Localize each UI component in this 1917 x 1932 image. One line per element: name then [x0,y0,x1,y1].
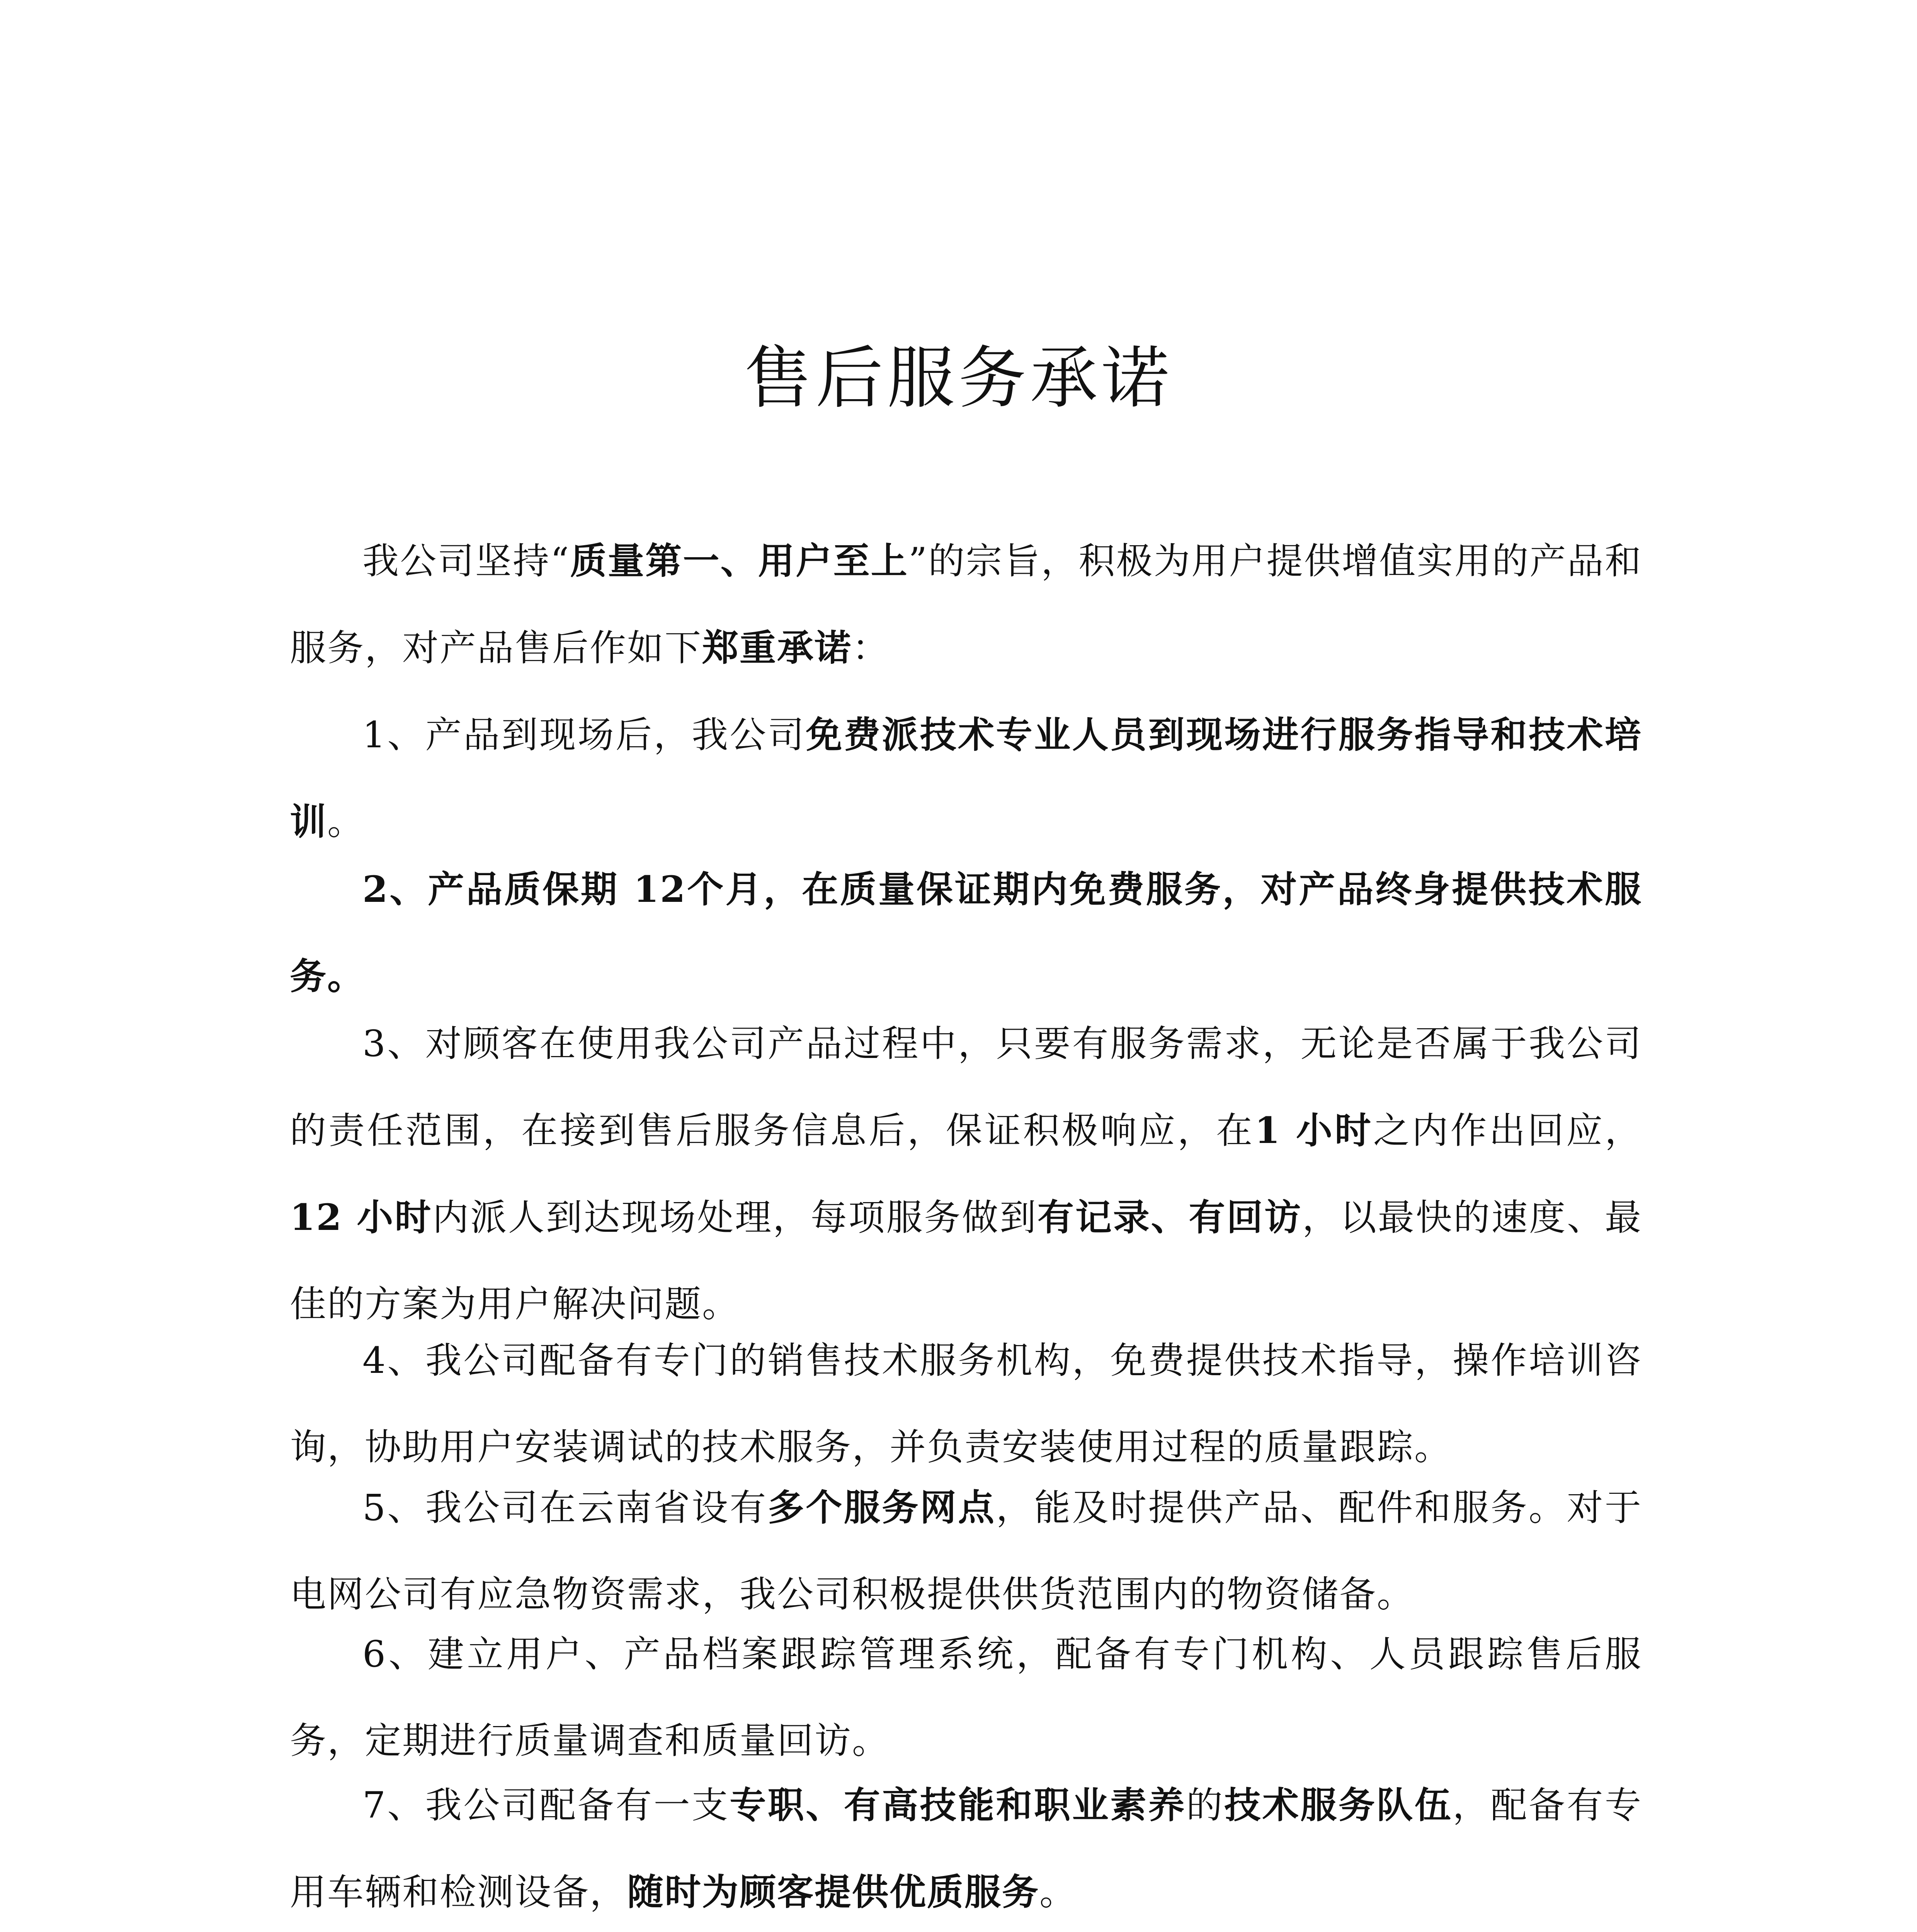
item3-text-2: 之内作出回应， [1373,1110,1642,1152]
commitment-item-2 [290,846,1642,1020]
commitment-item-1 [290,692,1642,866]
intro-bold-2: 郑重承诺 [702,627,852,669]
intro-text-3: ： [852,627,890,669]
item3-bold-1: 1 小时 [1254,1109,1373,1152]
item1-bold-1: 免费派技术专业人员到现场进行服务指导和技术培训 [290,714,1642,843]
commitment-item-6 [290,1611,1642,1784]
item1-text-2: 。 [327,801,365,843]
intro-text-2: ”的宗旨，积极为用户提供增值实用的产品和服务，对产品售后作如下 [290,540,1642,669]
item3-bold-2: 12 小时 [290,1196,433,1239]
commitment-item-3 [290,1001,1642,1348]
commitment-item-7 [290,1762,1642,1932]
item7-bold-3: 随时为顾客提供优质服务 [627,1871,1040,1913]
item7-text-4: 。 [1039,1871,1077,1913]
item3-text-4: ，以最快的速度、最佳的方案为用户解决问题。 [290,1197,1642,1325]
item6-text-1: 6、建立用户、产品档案跟踪管理系统，配备有专门机构、人员跟踪售后服务，定期进行质量调查和质量回访。 [290,1633,1642,1762]
item5-bold-1: 多个服务网点 [767,1486,996,1529]
item3-text-1: 3、对顾客在使用我公司产品过程中，只要有服务需求，无论是否属于我公司的责任范围，在接到售后服务信息后，保证积极响应，在 [290,1023,1642,1152]
item2-bold-1: 2、产品质保期 12个月，在质量保证期内免费服务，对产品终身提供技术服务。 [290,868,1642,998]
intro-paragraph [290,518,1642,692]
item3-bold-3: 有记录、有回访 [1037,1196,1303,1239]
intro-bold-1: 质量第一、用户至上 [570,540,908,582]
item4-text-1: 4、我公司配备有专门的销售技术服务机构，免费提供技术指导，操作培训咨询，协助用户安装调试的技术服务，并负责安装使用过程的质量跟踪。 [290,1340,1642,1468]
item7-bold-1: 专职、有高技能和职业素养 [730,1784,1186,1827]
item5-text-1: 5、我公司在云南省设有 [362,1487,768,1529]
item7-text-3: ，配备有专用车辆和检测设备， [290,1784,1642,1913]
document-title: 售后服务承诺 [744,339,1173,418]
intro-text-1: 我公司坚持“ [362,540,570,582]
item7-bold-2: 技术服务队伍 [1224,1784,1453,1827]
item7-text-1: 7、我公司配备有一支 [362,1784,730,1827]
item7-text-2: 的 [1186,1784,1225,1827]
item1-text-1: 1、产品到现场后，我公司 [362,714,806,756]
item5-text-2: ，能及时提供产品、配件和服务。对于电网公司有应急物资需求，我公司积极提供供货范围内的物资储备。 [290,1487,1642,1616]
item3-text-3: 内派人到达现场处理，每项服务做到 [432,1197,1038,1239]
